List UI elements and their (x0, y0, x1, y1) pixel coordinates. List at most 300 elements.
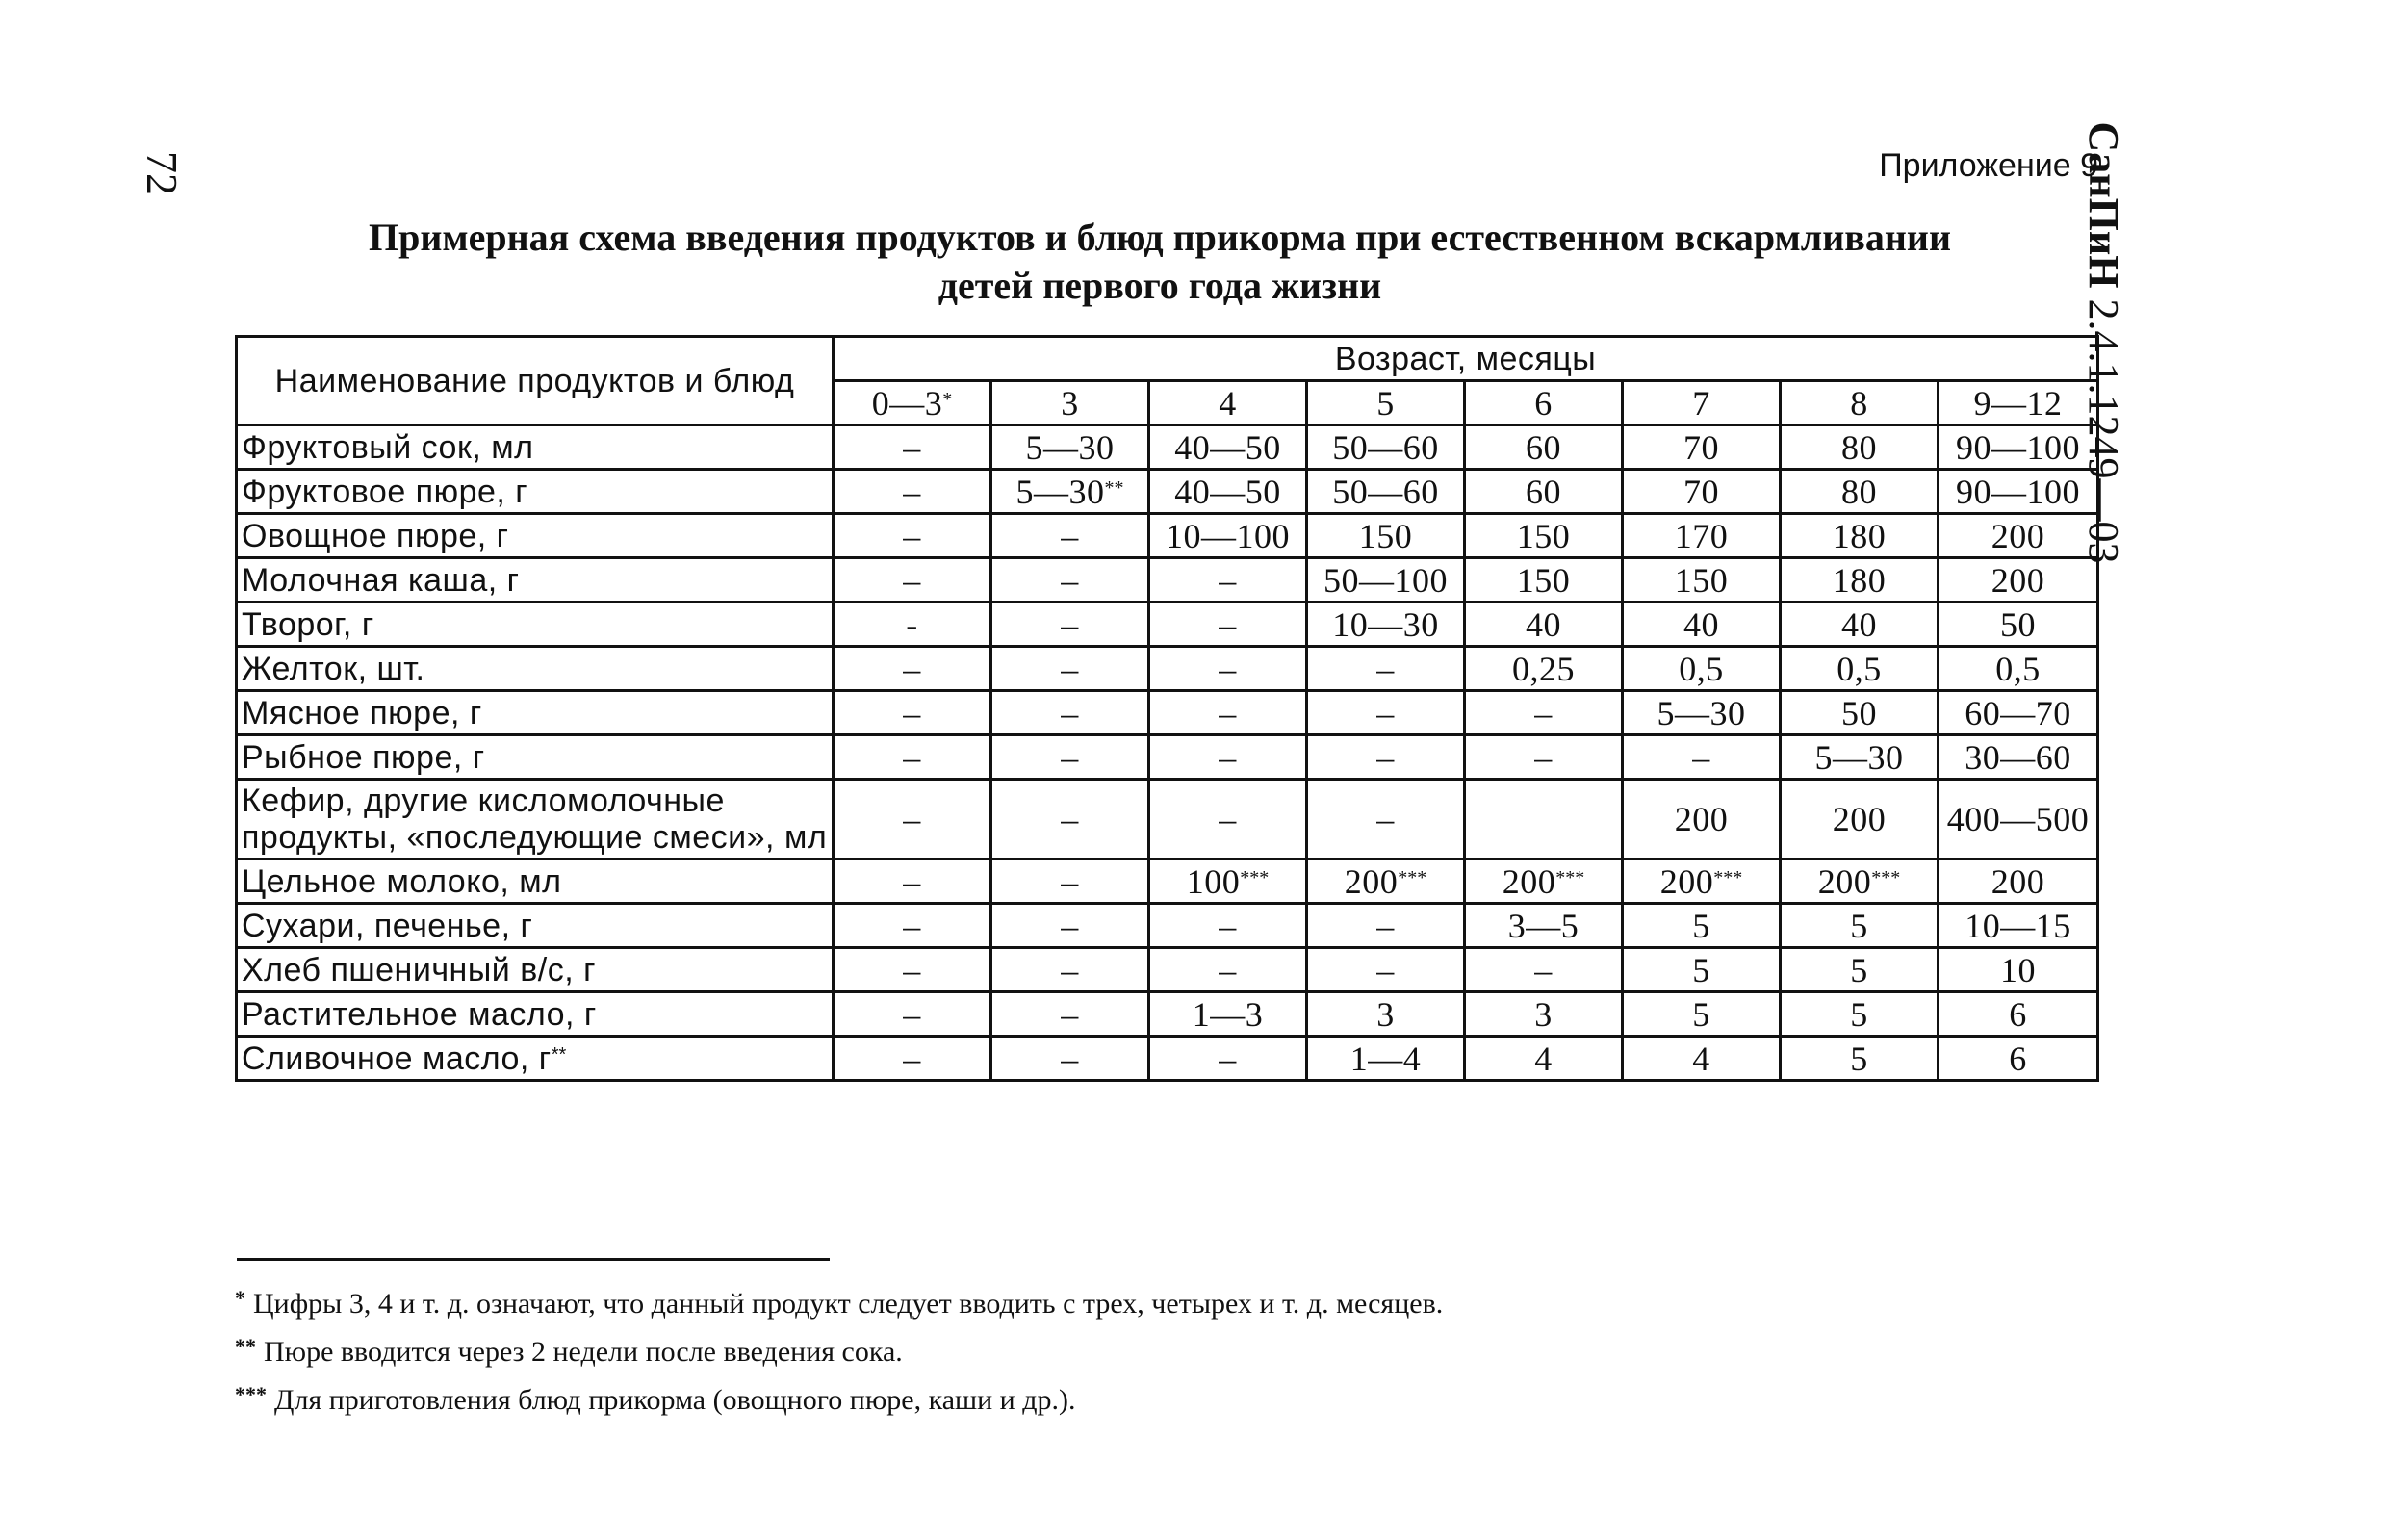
product-name-cell (237, 780, 834, 860)
value-cell (1623, 470, 1781, 514)
value-cell (1465, 948, 1623, 992)
cell-value: – (903, 693, 921, 732)
cell-value: 60 (1526, 472, 1561, 511)
value-cell (1465, 691, 1623, 735)
cell-value: 5 (1850, 994, 1868, 1034)
product-name: Кефир, другие кисломолочные продукты, «последующие смеси», мл (242, 783, 828, 856)
value-cell (1149, 735, 1307, 780)
product-name: Рыбное пюре, г (242, 738, 485, 776)
value-cell (1623, 514, 1781, 558)
footnote-mark: *** (1871, 866, 1901, 888)
product-name-cell (237, 558, 834, 603)
product-name: Цельное молоко, мл (242, 862, 562, 900)
value-cell (1307, 948, 1465, 992)
cell-value: 200 (1817, 861, 1872, 901)
value-cell (1149, 1037, 1307, 1081)
value-cell (1623, 1037, 1781, 1081)
cell-value: – (1376, 906, 1395, 945)
cell-value: 5—30 (1015, 472, 1105, 511)
cell-value: – (1061, 604, 1079, 644)
cell-value: 200 (1659, 861, 1714, 901)
footnote-text: Цифры 3, 4 и т. д. означают, что данный продукт следует вводить с трех, четырех и т. д. месяцев. (253, 1288, 1444, 1320)
cell-value: 0,5 (1837, 649, 1882, 688)
cell-value: – (1061, 649, 1079, 688)
value-cell (834, 735, 991, 780)
cell-value: – (1061, 861, 1079, 901)
cell-value: 90—100 (1956, 472, 2081, 511)
value-cell (1149, 470, 1307, 514)
cell-value: – (1061, 994, 1079, 1034)
cell-value: – (903, 737, 921, 777)
table-row (237, 735, 2098, 780)
age-label: 5 (1376, 383, 1395, 423)
cell-value: 200 (1832, 800, 1887, 838)
cell-value: 5 (1850, 906, 1868, 945)
product-name: Фруктовый сок, мл (242, 428, 534, 466)
footnote-mark: *** (1398, 866, 1427, 888)
cell-value: 3—5 (1507, 906, 1580, 945)
value-cell (991, 514, 1149, 558)
cell-value: – (903, 560, 921, 600)
value-cell (1781, 992, 1939, 1037)
value-cell (834, 647, 991, 691)
cell-value: 30—60 (1965, 737, 2071, 777)
value-cell (1623, 948, 1781, 992)
value-cell (1307, 735, 1465, 780)
value-cell (1465, 647, 1623, 691)
footnotes (235, 1280, 2064, 1424)
value-cell (1465, 735, 1623, 780)
value-cell (1623, 904, 1781, 948)
product-name-cell (237, 860, 834, 904)
cell-value: 1—3 (1192, 994, 1264, 1034)
value-cell (1623, 425, 1781, 470)
cell-value: 100 (1186, 861, 1241, 901)
product-name-cell (237, 647, 834, 691)
product-name: Сливочное масло, г (242, 1040, 552, 1077)
cell-value: 0,5 (1995, 649, 2041, 688)
cell-value: 40 (1841, 604, 1877, 644)
table-row (237, 647, 2098, 691)
value-cell (1781, 860, 1939, 904)
footnote-mark: *** (1713, 866, 1743, 888)
value-cell (991, 647, 1149, 691)
cell-value: – (1534, 693, 1553, 732)
column-header-age: Возраст, месяцы (834, 337, 2098, 381)
value-cell (1149, 647, 1307, 691)
table-row (237, 904, 2098, 948)
product-name-cell (237, 603, 834, 647)
cell-value: 5 (1692, 950, 1710, 989)
product-name: Растительное масло, г (242, 995, 597, 1033)
cell-value: – (903, 427, 921, 467)
value-cell (991, 470, 1149, 514)
footnote-text: Для приготовления блюд прикорма (овощного пюре, каши и др.). (274, 1384, 1076, 1416)
value-cell (1939, 780, 2098, 860)
value-cell (991, 735, 1149, 780)
table-row (237, 992, 2098, 1037)
footnote-mark: *** (1555, 866, 1585, 888)
cell-value: 180 (1832, 560, 1887, 600)
age-label: 9—12 (1973, 383, 2063, 423)
cell-value: – (1061, 560, 1079, 600)
age-column-header (1939, 381, 2098, 425)
value-cell (1781, 948, 1939, 992)
cell-value: 80 (1841, 427, 1877, 467)
cell-value: – (1219, 1039, 1237, 1078)
footnote-mark: *** (1240, 866, 1270, 888)
table-row (237, 470, 2098, 514)
value-cell (1939, 860, 2098, 904)
cell-value: 150 (1358, 516, 1413, 555)
value-cell (1465, 780, 1623, 860)
cell-value: 150 (1674, 560, 1729, 600)
cell-value: 5—30 (1657, 693, 1746, 732)
value-cell (991, 691, 1149, 735)
product-name: Овощное пюре, г (242, 517, 509, 554)
cell-value: - (906, 604, 918, 644)
value-cell (1939, 470, 2098, 514)
cell-value: 5—30 (1025, 427, 1115, 467)
cell-value: 50—100 (1323, 560, 1448, 600)
cell-value: – (1376, 800, 1395, 838)
title-line-1: Примерная схема введения продуктов и блюд прикорма при естественном вскармливании (368, 216, 1952, 259)
value-cell (1307, 603, 1465, 647)
product-name-cell (237, 691, 834, 735)
cell-value: – (1219, 649, 1237, 688)
age-column-header (1623, 381, 1781, 425)
cell-value: – (903, 649, 921, 688)
cell-value: 40—50 (1174, 427, 1281, 467)
cell-value: – (903, 800, 921, 838)
product-name: Желток, шт. (242, 650, 425, 687)
cell-value: – (1219, 560, 1237, 600)
value-cell (1307, 904, 1465, 948)
product-name: Мясное пюре, г (242, 694, 482, 732)
cell-value: 180 (1832, 516, 1887, 555)
value-cell (1465, 860, 1623, 904)
cell-value: – (903, 906, 921, 945)
cell-value: – (903, 950, 921, 989)
value-cell (1781, 425, 1939, 470)
value-cell (1307, 647, 1465, 691)
feeding-schedule-table (235, 335, 2099, 1082)
value-cell (1781, 470, 1939, 514)
value-cell (1623, 647, 1781, 691)
cell-value: – (1061, 693, 1079, 732)
value-cell (1623, 558, 1781, 603)
cell-value: 6 (2009, 994, 2027, 1034)
product-name: Молочная каша, г (242, 561, 520, 599)
value-cell (1623, 860, 1781, 904)
table-body (237, 425, 2098, 1081)
cell-value: – (1376, 737, 1395, 777)
cell-value: – (1061, 737, 1079, 777)
product-name-cell (237, 470, 834, 514)
footnote (235, 1328, 2064, 1376)
value-cell (1465, 603, 1623, 647)
appendix-label: Приложение 9 (1879, 147, 2098, 184)
cell-value: 60 (1526, 427, 1561, 467)
cell-value: 150 (1516, 560, 1571, 600)
value-cell (1149, 691, 1307, 735)
cell-value: – (903, 516, 921, 555)
age-label: 7 (1692, 383, 1710, 423)
value-cell (834, 948, 991, 992)
cell-value: 10—30 (1332, 604, 1439, 644)
value-cell (1939, 948, 2098, 992)
value-cell (834, 691, 991, 735)
cell-value: – (903, 861, 921, 901)
value-cell (1939, 904, 2098, 948)
value-cell (1149, 860, 1307, 904)
cell-value: – (1376, 693, 1395, 732)
cell-value: 70 (1683, 472, 1719, 511)
value-cell (1939, 425, 2098, 470)
cell-value: – (1061, 1039, 1079, 1078)
value-cell (1623, 691, 1781, 735)
product-name-cell (237, 948, 834, 992)
value-cell (1623, 735, 1781, 780)
cell-value: – (1376, 950, 1395, 989)
value-cell (1781, 558, 1939, 603)
cell-value: 5 (1850, 950, 1868, 989)
cell-value: 200 (1674, 800, 1729, 838)
cell-value: 200 (1991, 560, 2045, 600)
value-cell (1307, 992, 1465, 1037)
cell-value: – (1534, 950, 1553, 989)
value-cell (1781, 1037, 1939, 1081)
cell-value: – (1061, 800, 1079, 838)
age-label: 6 (1534, 383, 1553, 423)
age-label: 0—3 (871, 383, 943, 423)
cell-value: 80 (1841, 472, 1877, 511)
cell-value: 0,5 (1679, 649, 1724, 688)
cell-value: 4 (1692, 1039, 1710, 1078)
column-header-name: Наименование продуктов и блюд (237, 337, 834, 425)
value-cell (1781, 603, 1939, 647)
product-name-cell (237, 514, 834, 558)
product-name-cell (237, 735, 834, 780)
value-cell (1149, 904, 1307, 948)
cell-value: 400—500 (1946, 800, 2090, 838)
age-column-header (1465, 381, 1623, 425)
product-name: Хлеб пшеничный в/с, г (242, 951, 596, 988)
value-cell (1939, 647, 2098, 691)
footnote-mark: *** (235, 1382, 267, 1406)
value-cell (834, 425, 991, 470)
cell-value: 40 (1526, 604, 1561, 644)
cell-value: 10—15 (1965, 906, 2071, 945)
value-cell (1781, 647, 1939, 691)
cell-value: 5 (1692, 906, 1710, 945)
value-cell (991, 860, 1149, 904)
value-cell (1149, 514, 1307, 558)
value-cell (1465, 904, 1623, 948)
footnote-mark: * (942, 388, 953, 410)
product-name-cell (237, 992, 834, 1037)
value-cell (834, 514, 991, 558)
cell-value: 200 (1502, 861, 1556, 901)
value-cell (1939, 514, 2098, 558)
value-cell (1465, 1037, 1623, 1081)
table-row (237, 1037, 2098, 1081)
value-cell (1781, 691, 1939, 735)
product-name-cell (237, 425, 834, 470)
table-row (237, 860, 2098, 904)
age-label: 8 (1850, 383, 1868, 423)
value-cell (1307, 425, 1465, 470)
footnote (235, 1376, 2064, 1424)
cell-value: 10—100 (1166, 516, 1290, 555)
value-cell (1623, 603, 1781, 647)
value-cell (1149, 948, 1307, 992)
cell-value: 50 (1841, 693, 1877, 732)
page-number: 72 (138, 151, 187, 195)
value-cell (1939, 558, 2098, 603)
age-column-header (834, 381, 991, 425)
value-cell (991, 948, 1149, 992)
cell-value: – (903, 472, 921, 511)
value-cell (1307, 860, 1465, 904)
cell-value: 5 (1850, 1039, 1868, 1078)
value-cell (1465, 425, 1623, 470)
value-cell (1307, 470, 1465, 514)
cell-value: – (903, 994, 921, 1034)
cell-value: 150 (1516, 516, 1571, 555)
cell-value: 170 (1674, 516, 1729, 555)
value-cell (834, 1037, 991, 1081)
value-cell (1939, 992, 2098, 1037)
value-cell (991, 904, 1149, 948)
footnote-mark: ** (235, 1334, 256, 1358)
cell-value: 50—60 (1332, 472, 1439, 511)
cell-value: – (1219, 604, 1237, 644)
value-cell (1149, 425, 1307, 470)
value-cell (1465, 514, 1623, 558)
value-cell (834, 558, 991, 603)
title-line-2: детей первого года жизни (938, 264, 1382, 307)
table-row (237, 780, 2098, 860)
cell-value: – (903, 1039, 921, 1078)
cell-value: – (1061, 906, 1079, 945)
value-cell (991, 425, 1149, 470)
age-column-header (1781, 381, 1939, 425)
age-label: 4 (1219, 383, 1237, 423)
cell-value: 3 (1534, 994, 1553, 1034)
value-cell (991, 992, 1149, 1037)
cell-value: 4 (1534, 1039, 1553, 1078)
value-cell (991, 603, 1149, 647)
product-name-cell (237, 904, 834, 948)
value-cell (834, 780, 991, 860)
cell-value: 0,25 (1512, 649, 1575, 688)
value-cell (1149, 558, 1307, 603)
table-row (237, 603, 2098, 647)
cell-value: 40—50 (1174, 472, 1281, 511)
cell-value: – (1219, 693, 1237, 732)
age-column-header (1307, 381, 1465, 425)
cell-value: 90—100 (1956, 427, 2081, 467)
cell-value: 200 (1344, 861, 1399, 901)
cell-value: – (1692, 737, 1710, 777)
cell-value: 1—4 (1349, 1039, 1422, 1078)
product-name: Творог, г (242, 605, 374, 643)
cell-value: – (1534, 737, 1553, 777)
value-cell (1465, 470, 1623, 514)
cell-value: 50 (2000, 604, 2037, 644)
product-name-cell (237, 1037, 834, 1081)
cell-value: – (1219, 800, 1237, 838)
cell-value: – (1376, 649, 1395, 688)
value-cell (1465, 992, 1623, 1037)
cell-value: 6 (2009, 1039, 2027, 1078)
cell-value: – (1219, 737, 1237, 777)
value-cell (1781, 735, 1939, 780)
value-cell (834, 904, 991, 948)
value-cell (1781, 904, 1939, 948)
age-column-header (991, 381, 1149, 425)
value-cell (991, 1037, 1149, 1081)
value-cell (1623, 780, 1781, 860)
cell-value: – (1219, 906, 1237, 945)
cell-value: 60—70 (1965, 693, 2071, 732)
value-cell (1939, 603, 2098, 647)
footnote-mark: * (235, 1286, 245, 1310)
cell-value: 200 (1991, 516, 2045, 555)
value-cell (1939, 735, 2098, 780)
value-cell (1781, 514, 1939, 558)
table-row (237, 691, 2098, 735)
footnote-mark: ** (1104, 476, 1124, 499)
value-cell (1307, 1037, 1465, 1081)
value-cell (834, 860, 991, 904)
value-cell (1939, 1037, 2098, 1081)
age-label: 3 (1061, 383, 1079, 423)
value-cell (1149, 603, 1307, 647)
cell-value: 5—30 (1814, 737, 1904, 777)
value-cell (1939, 691, 2098, 735)
cell-value: – (1061, 516, 1079, 555)
table-row (237, 558, 2098, 603)
value-cell (834, 992, 991, 1037)
footnote-mark: ** (551, 1043, 567, 1065)
table-row (237, 514, 2098, 558)
value-cell (991, 780, 1149, 860)
cell-value: 3 (1376, 994, 1395, 1034)
footnote-text: Пюре вводится через 2 недели после введения сока. (264, 1336, 903, 1368)
value-cell (834, 603, 991, 647)
value-cell (1307, 514, 1465, 558)
value-cell (834, 470, 991, 514)
cell-value: 50—60 (1332, 427, 1439, 467)
footnote-divider (237, 1258, 830, 1261)
value-cell (1149, 992, 1307, 1037)
value-cell (1465, 558, 1623, 603)
cell-value: 70 (1683, 427, 1719, 467)
document-code-number: 2.4.1.1249—03 (2080, 288, 2127, 564)
product-name: Сухари, печенье, г (242, 907, 533, 944)
value-cell (1307, 691, 1465, 735)
value-cell (1307, 780, 1465, 860)
value-cell (1307, 558, 1465, 603)
cell-value: – (1219, 950, 1237, 989)
cell-value: 40 (1683, 604, 1719, 644)
footnote (235, 1280, 2064, 1328)
value-cell (1149, 780, 1307, 860)
age-column-header (1149, 381, 1307, 425)
cell-value: 10 (2000, 950, 2037, 989)
